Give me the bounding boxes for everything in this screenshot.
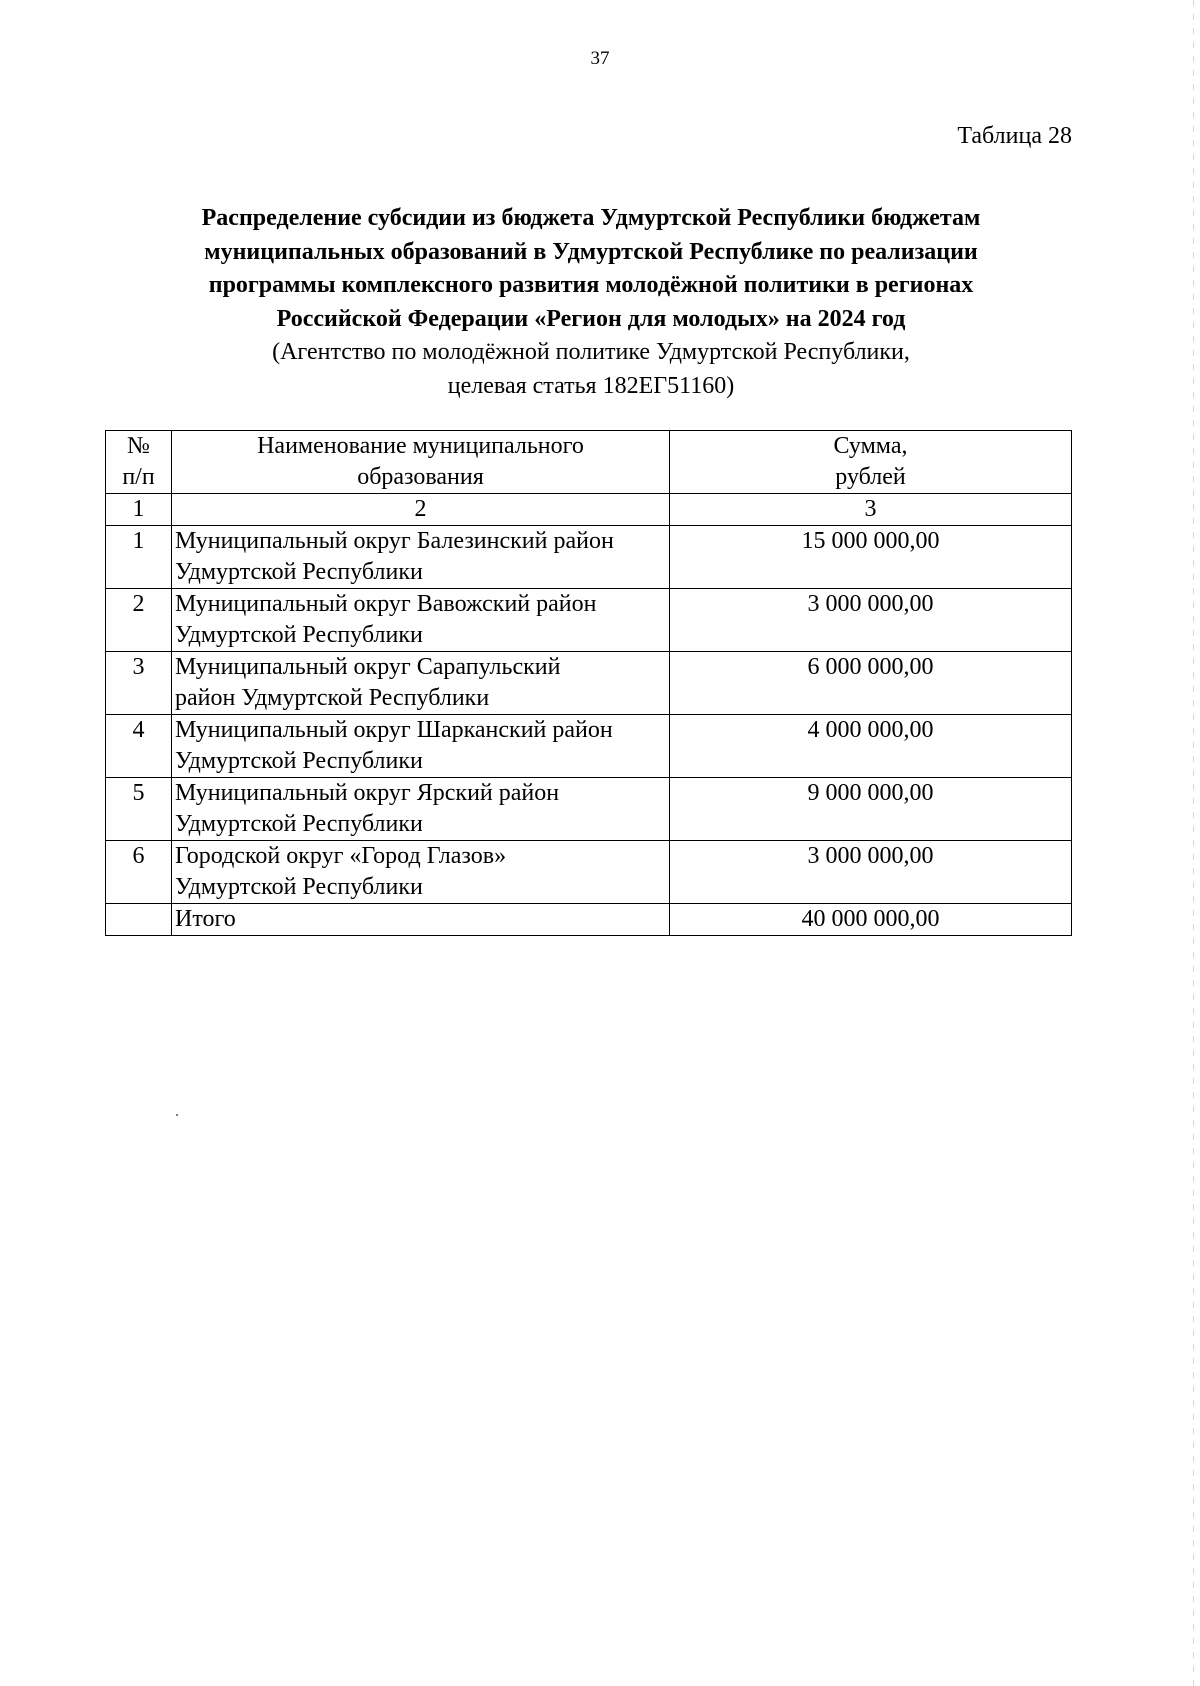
row-municipality-name: Муниципальный округ Сарапульский район Удмуртской Республики bbox=[172, 652, 670, 715]
row-number: 6 bbox=[106, 841, 172, 904]
table-header-row bbox=[106, 431, 1072, 494]
row-sum: 4 000 000,00 bbox=[670, 715, 1072, 778]
row-number: 5 bbox=[106, 778, 172, 841]
row-sum: 9 000 000,00 bbox=[670, 778, 1072, 841]
document-heading bbox=[110, 202, 1072, 403]
page-number: 37 bbox=[590, 48, 610, 69]
row-sum: 15 000 000,00 bbox=[670, 526, 1072, 589]
row-number: 4 bbox=[106, 715, 172, 778]
table-row bbox=[106, 715, 1072, 778]
header-sum: Сумма, рублей bbox=[670, 431, 1072, 494]
heading-line-3: программы комплексного развития молодёжной политики в регионах bbox=[208, 272, 974, 298]
total-sum: 40 000 000,00 bbox=[670, 904, 1072, 936]
row-municipality-name: Городской округ «Город Глазов» Удмуртской Республики bbox=[172, 841, 670, 904]
column-index-row bbox=[106, 494, 1072, 526]
row-number: 1 bbox=[106, 526, 172, 589]
row-municipality-name: Муниципальный округ Вавожский район Удмуртской Республики bbox=[172, 589, 670, 652]
row-sum: 3 000 000,00 bbox=[670, 589, 1072, 652]
scan-speck bbox=[176, 1114, 178, 1116]
row-sum: 6 000 000,00 bbox=[670, 652, 1072, 715]
row-number: 3 bbox=[106, 652, 172, 715]
row-number: 2 bbox=[106, 589, 172, 652]
column-index-3: 3 bbox=[670, 494, 1072, 526]
table-row bbox=[106, 841, 1072, 904]
row-municipality-name: Муниципальный округ Ярский район Удмуртской Республики bbox=[172, 778, 670, 841]
table-row bbox=[106, 589, 1072, 652]
total-number bbox=[106, 904, 172, 936]
header-name: Наименование муниципального образования bbox=[172, 431, 670, 494]
row-sum: 3 000 000,00 bbox=[670, 841, 1072, 904]
table-row bbox=[106, 526, 1072, 589]
table-total-row bbox=[106, 904, 1072, 936]
heading-subtitle-line-1: (Агентство по молодёжной политике Удмуртской Республики, bbox=[272, 339, 910, 365]
table-body bbox=[106, 431, 1072, 936]
table-label: Таблица 28 bbox=[957, 123, 1072, 149]
header-number: № п/п bbox=[106, 431, 172, 494]
total-label: Итого bbox=[172, 904, 670, 936]
heading-line-1: Распределение субсидии из бюджета Удмуртской Республики бюджетам bbox=[201, 205, 981, 231]
column-index-1: 1 bbox=[106, 494, 172, 526]
subsidy-distribution-table bbox=[105, 430, 1072, 936]
heading-subtitle-line-2: целевая статья 182ЕГ51160) bbox=[447, 372, 735, 399]
table-row bbox=[106, 778, 1072, 841]
heading-line-2: муниципальных образований в Удмуртской Республике по реализации bbox=[204, 238, 978, 265]
row-municipality-name: Муниципальный округ Шарканский район Удмуртской Республики bbox=[172, 715, 670, 778]
table-row bbox=[106, 652, 1072, 715]
heading-line-4: Российской Федерации «Регион для молодых» на 2024 год bbox=[276, 305, 906, 332]
column-index-2: 2 bbox=[172, 494, 670, 526]
scan-edge-marks bbox=[1193, 0, 1194, 1686]
row-municipality-name: Муниципальный округ Балезинский район Удмуртской Республики bbox=[172, 526, 670, 589]
